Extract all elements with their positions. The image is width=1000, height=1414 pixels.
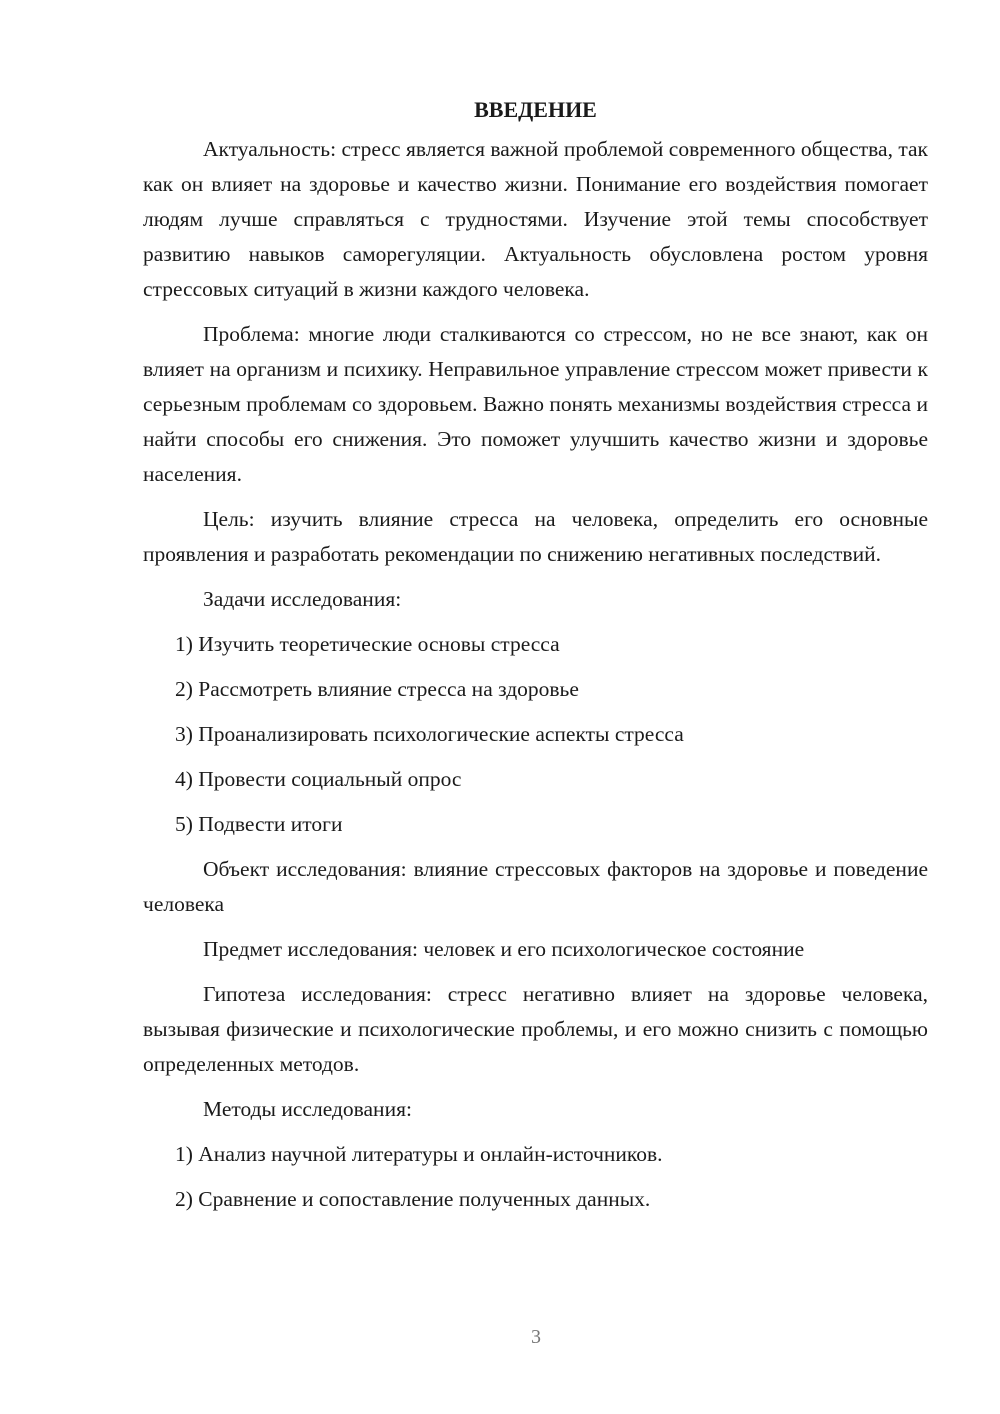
method-item: 2) Сравнение и сопоставление полученных данных. xyxy=(175,1187,651,1211)
section-title: ВВЕДЕНИЕ xyxy=(474,97,597,122)
tasks-heading: Задачи исследования: xyxy=(203,587,402,611)
subject-paragraph: Предмет исследования: человек и его психологическое состояние xyxy=(203,937,805,961)
document-page xyxy=(143,96,928,1227)
task-item: 5) Подвести итоги xyxy=(175,812,343,836)
methods-list xyxy=(143,1137,928,1217)
task-item: 3) Проанализировать психологические аспекты стресса xyxy=(175,722,684,746)
tasks-list xyxy=(143,627,928,842)
page-number: 3 xyxy=(531,1326,541,1348)
task-item: 2) Рассмотреть влияние стресса на здоровье xyxy=(175,677,579,701)
relevance-paragraph: Актуальность: стресс является важной проблемой современного общества, так как он влияет на здоровье и качество жизни. Понимание его воздействия помогает людям лучше справляться с трудностями. Изучение этой темы способствует развитию навыков саморегуляции. Актуальность обусловлена ростом уровня стрессовых ситуаций в жизни каждого человека. xyxy=(143,137,928,301)
object-paragraph: Объект исследования: влияние стрессовых факторов на здоровье и поведение человека xyxy=(143,857,928,916)
task-item: 4) Провести социальный опрос xyxy=(175,767,462,791)
goal-paragraph: Цель: изучить влияние стресса на человека, определить его основные проявления и разработать рекомендации по снижению негативных последствий. xyxy=(143,507,928,566)
methods-heading: Методы исследования: xyxy=(203,1097,412,1121)
task-item: 1) Изучить теоретические основы стресса xyxy=(175,632,560,656)
problem-paragraph: Проблема: многие люди сталкиваются со стрессом, но не все знают, как он влияет на организм и психику. Неправильное управление стрессом может привести к серьезным проблемам со здоровьем. Важно понять механизмы воздействия стресса и найти способы его снижения. Это поможет улучшить качество жизни и здоровье населения. xyxy=(143,322,928,486)
method-item: 1) Анализ научной литературы и онлайн-источников. xyxy=(175,1142,663,1166)
hypothesis-paragraph: Гипотеза исследования: стресс негативно влияет на здоровье человека, вызывая физические и психологические проблемы, и его можно снизить с помощью определенных методов. xyxy=(143,982,928,1076)
